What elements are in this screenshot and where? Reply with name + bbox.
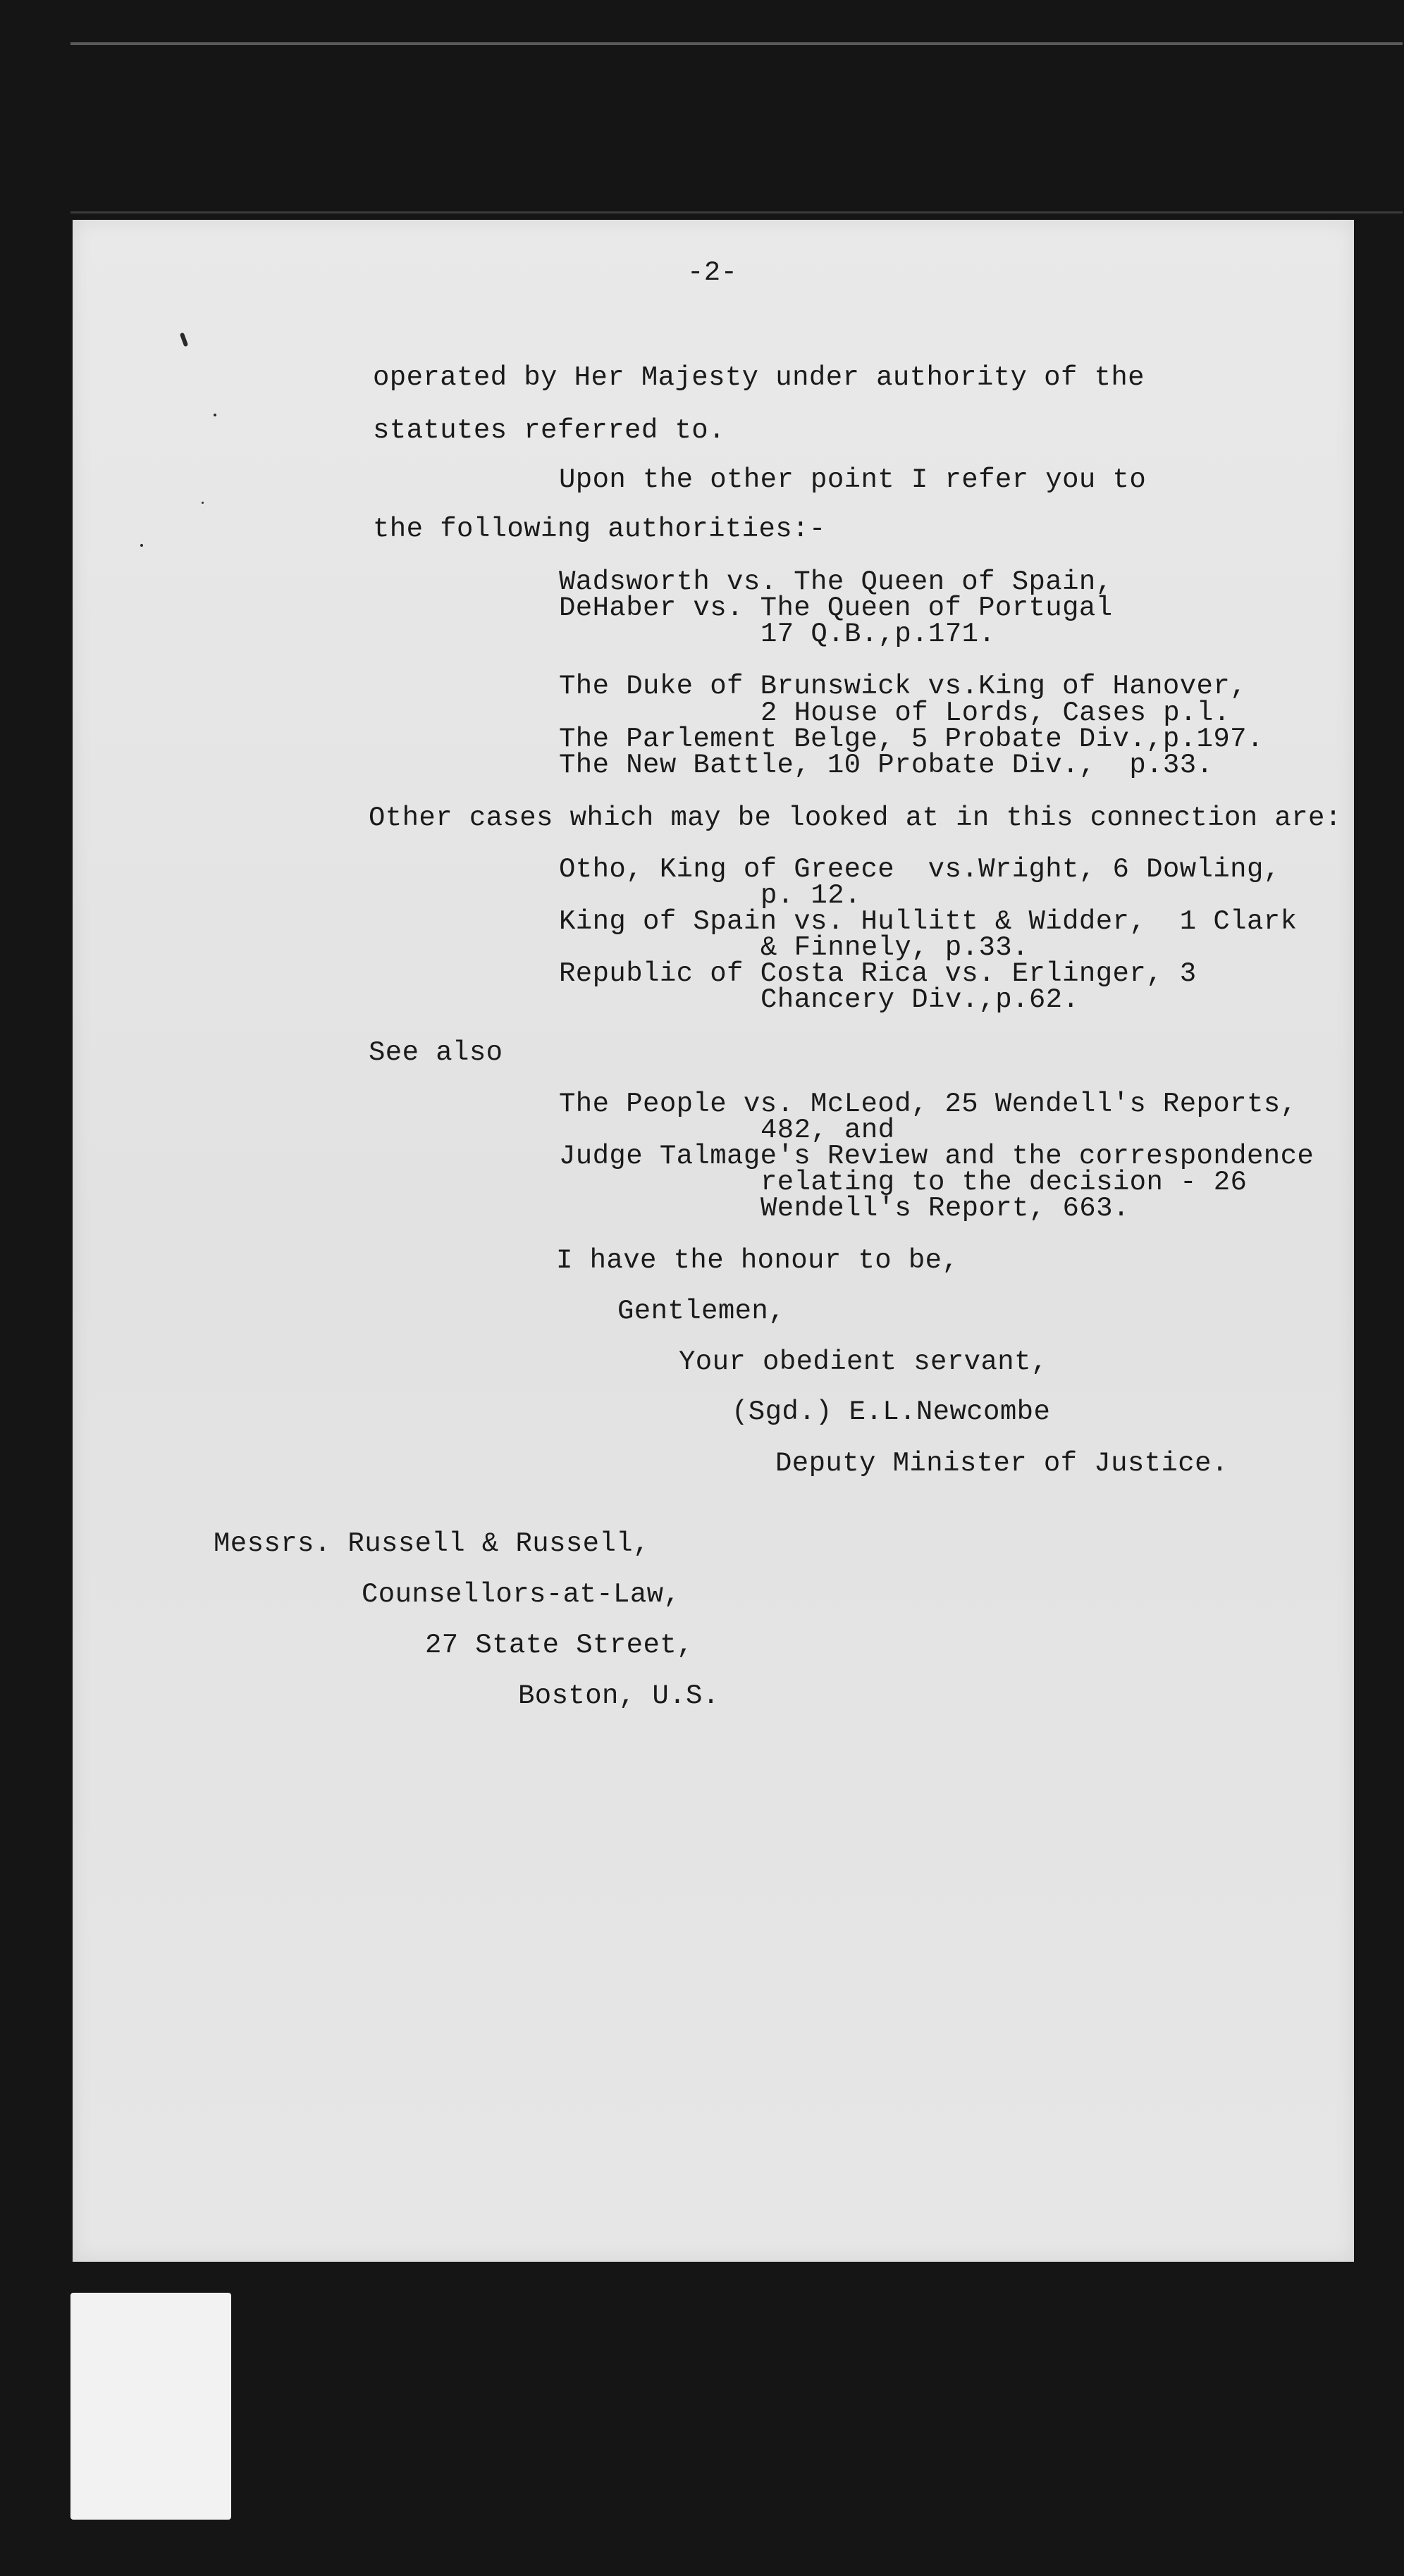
citation-line: p. 12. bbox=[760, 880, 861, 911]
citation-line: 482, and bbox=[760, 1115, 895, 1146]
citation-line: The New Battle, 10 Probate Div., p.33. bbox=[559, 750, 1214, 781]
ink-speck bbox=[140, 544, 143, 547]
film-edge-upper bbox=[70, 211, 1403, 213]
citation-line: The Parlement Belge, 5 Probate Div.,p.197. bbox=[559, 724, 1264, 755]
ink-speck bbox=[180, 333, 188, 347]
citation-line: Chancery Div.,p.62. bbox=[760, 984, 1080, 1015]
citation-line: 2 House of Lords, Cases p.l. bbox=[760, 698, 1231, 729]
address-line: Counsellors-at-Law, bbox=[362, 1579, 681, 1610]
address-line: Messrs. Russell & Russell, bbox=[214, 1528, 650, 1559]
paragraph-line: statutes referred to. bbox=[373, 415, 725, 446]
citation-line: & Finnely, p.33. bbox=[760, 932, 1029, 963]
film-edge-top bbox=[70, 42, 1403, 45]
citation-line: Republic of Costa Rica vs. Erlinger, 3 bbox=[559, 958, 1197, 989]
signatory-title: Deputy Minister of Justice. bbox=[775, 1448, 1228, 1479]
closing-salutation: Gentlemen, bbox=[617, 1296, 786, 1327]
ink-speck bbox=[202, 502, 204, 504]
citation-line: Otho, King of Greece vs.Wright, 6 Dowling, bbox=[559, 854, 1281, 885]
see-also-heading: See also bbox=[369, 1037, 503, 1068]
ink-speck bbox=[214, 414, 216, 416]
paragraph-line: Other cases which may be looked at in this connection are: bbox=[369, 803, 1342, 834]
citation-line: Wadsworth vs. The Queen of Spain, bbox=[559, 566, 1113, 597]
citation-line: 17 Q.B.,p.171. bbox=[760, 619, 996, 650]
page-number: -2- bbox=[687, 257, 738, 288]
citation-line: Wendell's Report, 663. bbox=[760, 1193, 1130, 1224]
closing-line: Your obedient servant, bbox=[679, 1346, 1048, 1377]
citation-line: King of Spain vs. Hullitt & Widder, 1 Clark bbox=[559, 906, 1298, 937]
signature: (Sgd.) E.L.Newcombe bbox=[732, 1397, 1051, 1428]
citation-line: relating to the decision - 26 bbox=[760, 1167, 1248, 1198]
address-line: Boston, U.S. bbox=[518, 1680, 720, 1711]
closing-line: I have the honour to be, bbox=[556, 1245, 959, 1276]
address-line: 27 State Street, bbox=[425, 1630, 694, 1661]
citation-line: Judge Talmage's Review and the correspondence bbox=[559, 1141, 1314, 1172]
citation-line: The People vs. McLeod, 25 Wendell's Reports, bbox=[559, 1089, 1298, 1120]
document-page bbox=[73, 220, 1354, 2262]
microfilm-tab bbox=[70, 2293, 231, 2520]
paragraph-line: Upon the other point I refer you to bbox=[559, 464, 1147, 495]
citation-line: The Duke of Brunswick vs.King of Hanover, bbox=[559, 671, 1247, 702]
citation-line: DeHaber vs. The Queen of Portugal bbox=[559, 593, 1113, 624]
paragraph-line: the following authorities:- bbox=[373, 514, 826, 545]
paragraph-line: operated by Her Majesty under authority of the bbox=[373, 362, 1145, 393]
